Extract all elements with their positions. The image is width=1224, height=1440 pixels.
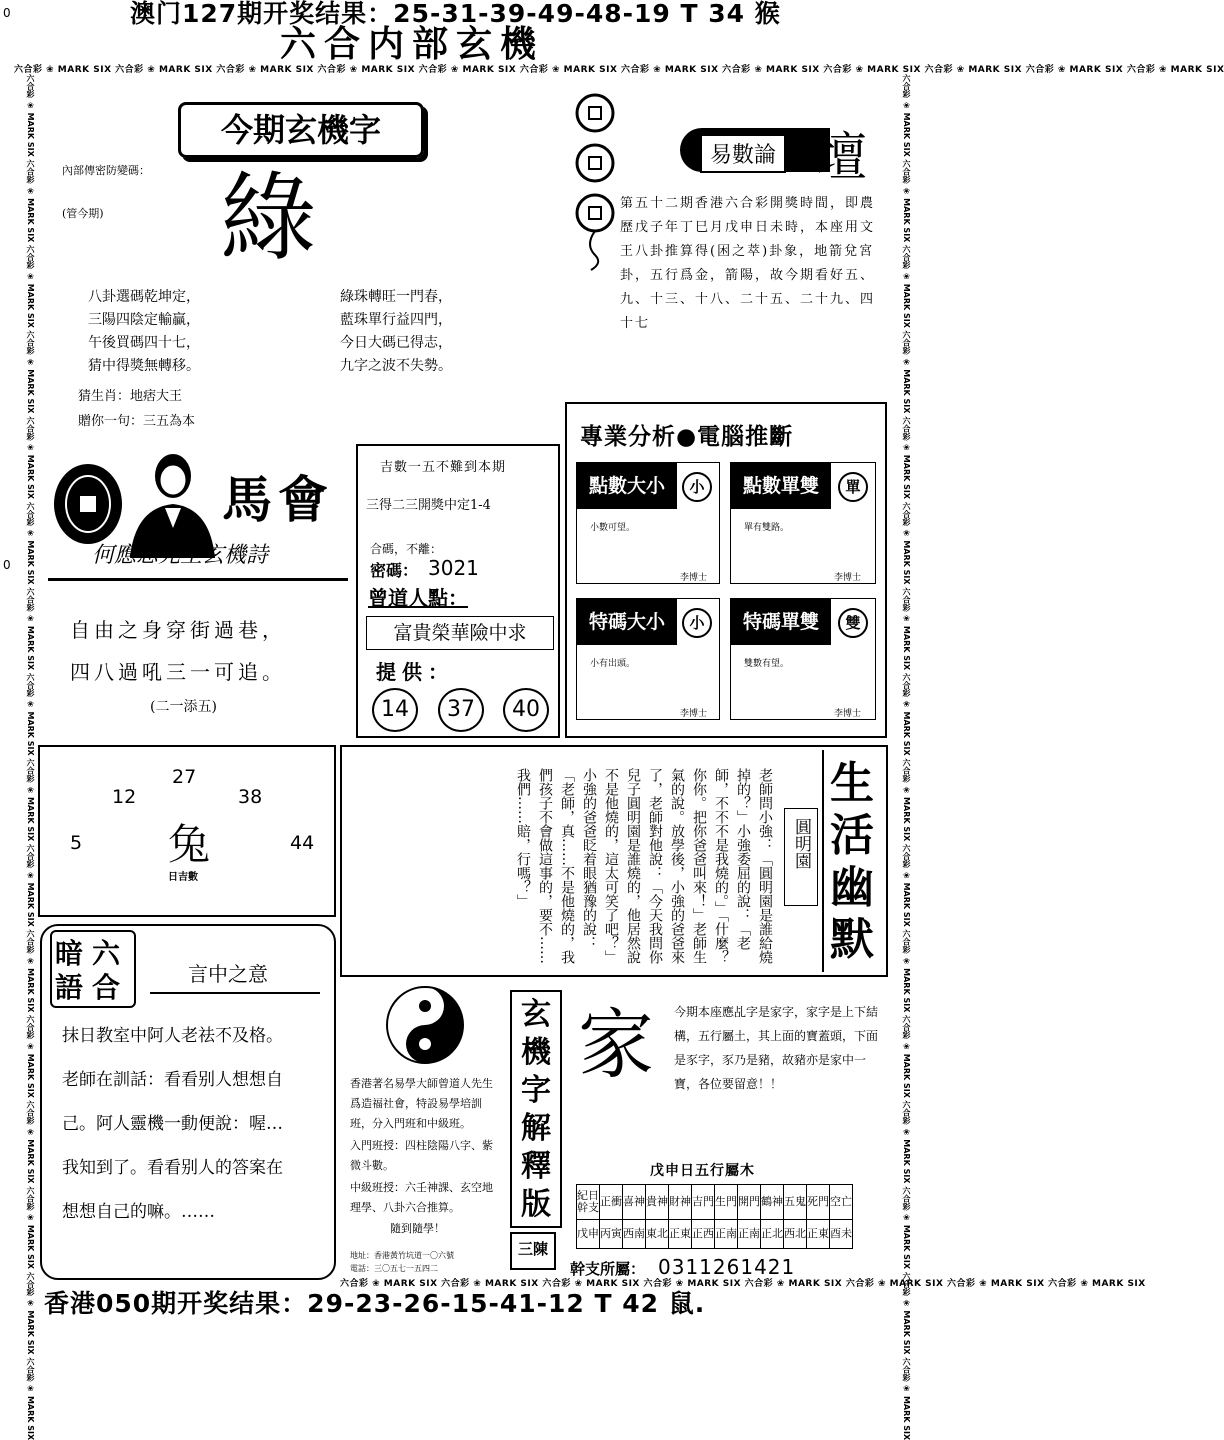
middle-mima-label: 密碼： [370, 561, 419, 580]
poem-line: 藍珠單行益四門， [340, 312, 452, 328]
humor-text: 老師問小強：「圓明園是誰給燒掉的？」小強委屈的說：「老師，不不不是我燒的。」「什麼？你你。把你爸爸叫來！」老師生氣的說。放學後，小強的爸爸來了，老師對他說：「今天我問你兒子圓明園是誰燒的，他居然說不是他燒的，這太可笑了吧？」小強的爸爸眨着眼猶豫的說：「老師，真……不是他燒的，我們孩子不會做這事的，要不……我們……賠，行嗎？」 [515, 768, 773, 964]
poem-line: 綠珠轉旺一門春， [340, 289, 452, 305]
margin-mark-top: 0 [3, 6, 11, 20]
anyu-line: 己。阿人靈機一動便說：喔… [62, 1114, 283, 1134]
ad-addr: 地址：香港黃竹坑道一〇六號 [350, 1251, 454, 1260]
yishu-title-big: 壇 [815, 128, 868, 188]
ad-text1: 香港著名易學大師曾道人先生爲造福社會，特設易學培訓班，分入門班和中級班。 [350, 1077, 493, 1130]
anyu-title-underline [150, 992, 320, 994]
wuxing-value-cell: 正東 [807, 1220, 830, 1249]
ad-text3: 中級班授：六壬神課、玄空地理學、八卦六合推算。 [350, 1181, 493, 1214]
anyu-tag2: 六 [92, 937, 121, 970]
wuxing-table [576, 1184, 853, 1249]
right-border-strip: 六合彩 ❀ MARK SIX 六合彩 ❀ MARK SIX 六合彩 ❀ MARK SIX 六合彩 ❀ MARK SIX 六合彩 ❀ MARK SIX 六合彩 ❀ MARK SIX 六合彩 ❀ MARK SIX 六合彩 ❀ MARK SIX 六合彩 ❀ MARK SIX 六合彩 ❀ MARK SIX 六合彩 ❀ MARK SIX 六合彩 ❀ MARK SIX 六合彩 ❀ MARK SIX 六合彩 ❀ MARK SIX 六合彩 ❀ MARK SIX 六合彩 ❀ MARK SIX [902, 74, 911, 1440]
wuxing-value-cell: 正東 [669, 1220, 692, 1249]
card-1-body: 小數可望。 [590, 523, 636, 533]
wuxing-value-cell: 戊申 [577, 1220, 600, 1249]
wuxing-title: 戊申日五行屬木 [650, 1163, 755, 1179]
number-5: 5 [70, 832, 83, 854]
mahui-poem1: 自由之身穿街過巷， [70, 618, 286, 642]
wuxing-value-cell: 東北 [646, 1220, 669, 1249]
wuxing-value-cell: 西北 [784, 1220, 807, 1249]
wuxing-head-cell: 鶴神 [761, 1185, 784, 1220]
anyu-tag3: 語 [55, 971, 84, 1004]
ball-3: 40 [503, 688, 549, 732]
wuxing-head-cell: 喜神 [623, 1185, 646, 1220]
wuxing-head-cell: 紀日幹支 [577, 1185, 600, 1220]
xuanji-line2: (管今期) [62, 207, 104, 220]
humor-author: 圓明園 [791, 818, 811, 869]
wuxing-head-cell: 開門 [738, 1185, 761, 1220]
card-3-sign: 李博士 [680, 709, 708, 719]
card-2-body: 單有雙路。 [744, 523, 790, 533]
poem-line: 午後買碼四十七， [88, 335, 200, 351]
card-3-head: 特碼大小 [577, 599, 677, 645]
wuxing-head-cell: 吉門 [692, 1185, 715, 1220]
card-2-sign: 李博士 [834, 573, 862, 583]
anyu-tag4: 合 [92, 971, 121, 1004]
wuxing-value-cell: 丙寅 [600, 1220, 623, 1249]
xuanji-line1: 內部傳密防變碼： [62, 164, 150, 177]
page-title: 六合内部玄機 [280, 23, 545, 65]
middle-hema: 合碼，不離： [370, 542, 443, 556]
ad-text2: 入門班授：四柱陰陽八字、紫微斗數。 [350, 1139, 493, 1172]
anyu-line: 抹日教室中阿人老祛不及格。 [62, 1026, 283, 1046]
xuanji-heading: 今期玄機字 [178, 102, 424, 158]
card-4-body: 雙數有望。 [744, 659, 790, 669]
wuxing-value-cell: 正北 [761, 1220, 784, 1249]
wuxing-head-cell: 正衝 [600, 1185, 623, 1220]
card-3-body: 小有出頭。 [590, 659, 636, 669]
coin-string-icon [565, 85, 625, 270]
wuxing-head-cell: 五鬼 [784, 1185, 807, 1220]
middle-heading: 曾道人點： [368, 586, 468, 610]
xuanji-gift: 贈你一句：三五為本 [78, 414, 196, 429]
phone-value: 0311261421 [658, 1255, 796, 1279]
poem-line: 三陽四陰定輸贏， [88, 312, 200, 328]
card-1-sign: 李博士 [680, 573, 708, 583]
mahui-name: 馬會 [222, 470, 334, 529]
wuxing-head-cell: 財神 [669, 1185, 692, 1220]
bottom-result: 香港050期开奖结果：29-23-26-15-41-12 T 42 鼠. [44, 1289, 706, 1318]
poem-line: 猜中得獎無轉移。 [88, 358, 200, 374]
middle-line2: 三得二三開獎中定1-4 [366, 498, 491, 513]
mahui-subtitle: 何應忠先生玄機詩 [92, 543, 269, 568]
bottom-border-strip: 六合彩 ❀ MARK SIX 六合彩 ❀ MARK SIX 六合彩 ❀ MARK SIX 六合彩 ❀ MARK SIX 六合彩 ❀ MARK SIX 六合彩 ❀ MARK SIX 六合彩 ❀ MARK SIX 六合彩 ❀ MARK SIX [340, 1279, 1146, 1289]
anyu-title: 言中之意 [188, 962, 268, 986]
jiedu-text: 今期本座應乩字是家字，家字是上下結構，五行屬土，其上面的寶蓋頭，下面是豕字，豕乃是豬，故豬亦是家中一寶，各位要留意！！ [674, 1005, 879, 1091]
left-border-strip: 六合彩 ❀ MARK SIX 六合彩 ❀ MARK SIX 六合彩 ❀ MARK SIX 六合彩 ❀ MARK SIX 六合彩 ❀ MARK SIX 六合彩 ❀ MARK SIX 六合彩 ❀ MARK SIX 六合彩 ❀ MARK SIX 六合彩 ❀ MARK SIX 六合彩 ❀ MARK SIX 六合彩 ❀ MARK SIX 六合彩 ❀ MARK SIX 六合彩 ❀ MARK SIX 六合彩 ❀ MARK SIX 六合彩 ❀ MARK SIX 六合彩 ❀ MARK SIX [26, 74, 35, 1440]
analysis-title: 專業分析●電腦推斷 [580, 424, 794, 450]
jiedu-big-char: 家 [578, 1000, 654, 1089]
wuxing-value-cell: 正南 [738, 1220, 761, 1249]
number-12: 12 [112, 786, 137, 808]
wuxing-value-cell: 正西 [692, 1220, 715, 1249]
middle-phrase: 富貴榮華險中求 [366, 616, 554, 650]
xuanji-guess: 猜生肖：地痞大王 [78, 389, 183, 404]
middle-line1: 吉數一五不難到本期 [380, 460, 507, 475]
wuxing-value-cell: 西南 [623, 1220, 646, 1249]
ball-2: 37 [438, 688, 484, 732]
anyu-line: 我知到了。看看别人的答案在 [62, 1158, 283, 1178]
number-label: 日吉數 [168, 872, 198, 883]
card-4-sign: 李博士 [834, 709, 862, 719]
yishu-title: 易數論 [700, 134, 786, 173]
card-2-head: 點數單雙 [731, 463, 831, 509]
wuxing-head-cell: 死門 [807, 1185, 830, 1220]
wuxing-grid [576, 1184, 853, 1249]
wuxing-head-cell: 貴神 [646, 1185, 669, 1220]
poem-line: 八卦選碼乾坤定， [88, 289, 200, 305]
number-27: 27 [172, 766, 197, 788]
card-1-head: 點數大小 [577, 463, 677, 509]
middle-provide: 提供： [376, 660, 454, 684]
yin-yang-icon [385, 985, 465, 1065]
mahui-underline [48, 578, 348, 581]
jiedu-seal: 三陳 [510, 1232, 556, 1270]
mahui-note: (二一添五) [150, 699, 217, 715]
poem-line: 九字之波不失勢。 [340, 358, 452, 374]
anyu-tag1: 暗 [55, 937, 84, 970]
middle-mima-value: 3021 [428, 556, 479, 580]
top-border-strip: 六合彩 ❀ MARK SIX 六合彩 ❀ MARK SIX 六合彩 ❀ MARK SIX 六合彩 ❀ MARK SIX 六合彩 ❀ MARK SIX 六合彩 ❀ MARK SIX 六合彩 ❀ MARK SIX 六合彩 ❀ MARK SIX 六合彩 ❀ MARK SIX 六合彩 ❀ MARK SIX 六合彩 ❀ MARK SIX 六合彩 ❀ MARK SIX [14, 65, 1224, 75]
anyu-lines [62, 1014, 337, 1234]
wuxing-head-cell: 空亡 [830, 1185, 853, 1220]
jiedu-title: 玄機字解釋版 [521, 997, 551, 1222]
ad-text4: 隨到隨學！ [390, 1222, 445, 1235]
anyu-line: 想想自己的嘛。…… [62, 1202, 215, 1222]
xuanji-poem-right [340, 286, 452, 378]
humor-title: 生活幽默 [830, 758, 874, 965]
xuanji-big-char: 綠 [220, 162, 316, 274]
ball-1: 14 [372, 688, 418, 732]
phone-label: 幹支所屬： [570, 1260, 646, 1278]
xuanji-poem-left [88, 286, 200, 378]
card-3-tag: 小 [682, 608, 712, 638]
number-38: 38 [238, 786, 263, 808]
poem-line: 今日大碼已得志， [340, 335, 452, 351]
card-2-tag: 單 [838, 472, 868, 502]
wuxing-head-cell: 生門 [715, 1185, 738, 1220]
ad-phone: 電話：三〇五七一五四二 [350, 1264, 438, 1273]
margin-mark-mid: 0 [3, 558, 11, 572]
yishu-text: 第五十二期香港六合彩開獎時間，即農歷戊子年丁巳月戊申日未時，本座用文王八卦推算得(困之萃)卦象，地箭兌宮卦，五行爲金，箭陽，故今期看好五、九、十三、十八、二十五、二十九、四十七 [620, 196, 876, 331]
number-center-char: 兔 [168, 820, 211, 869]
card-4-head: 特碼單雙 [731, 599, 831, 645]
mahui-poem2: 四八過吼三一可追。 [70, 660, 286, 684]
top-result: 澳门127期开奖结果：25-31-39-49-48-19 T 34 猴 [130, 0, 781, 28]
anyu-line: 老師在訓話：看看别人想想自 [62, 1070, 283, 1090]
number-44: 44 [290, 832, 315, 854]
card-1-tag: 小 [682, 472, 712, 502]
wuxing-value-cell: 正南 [715, 1220, 738, 1249]
wuxing-value-cell: 酉未 [830, 1220, 853, 1249]
card-4-tag: 雙 [838, 608, 868, 638]
coin-logo-icon [52, 462, 124, 546]
